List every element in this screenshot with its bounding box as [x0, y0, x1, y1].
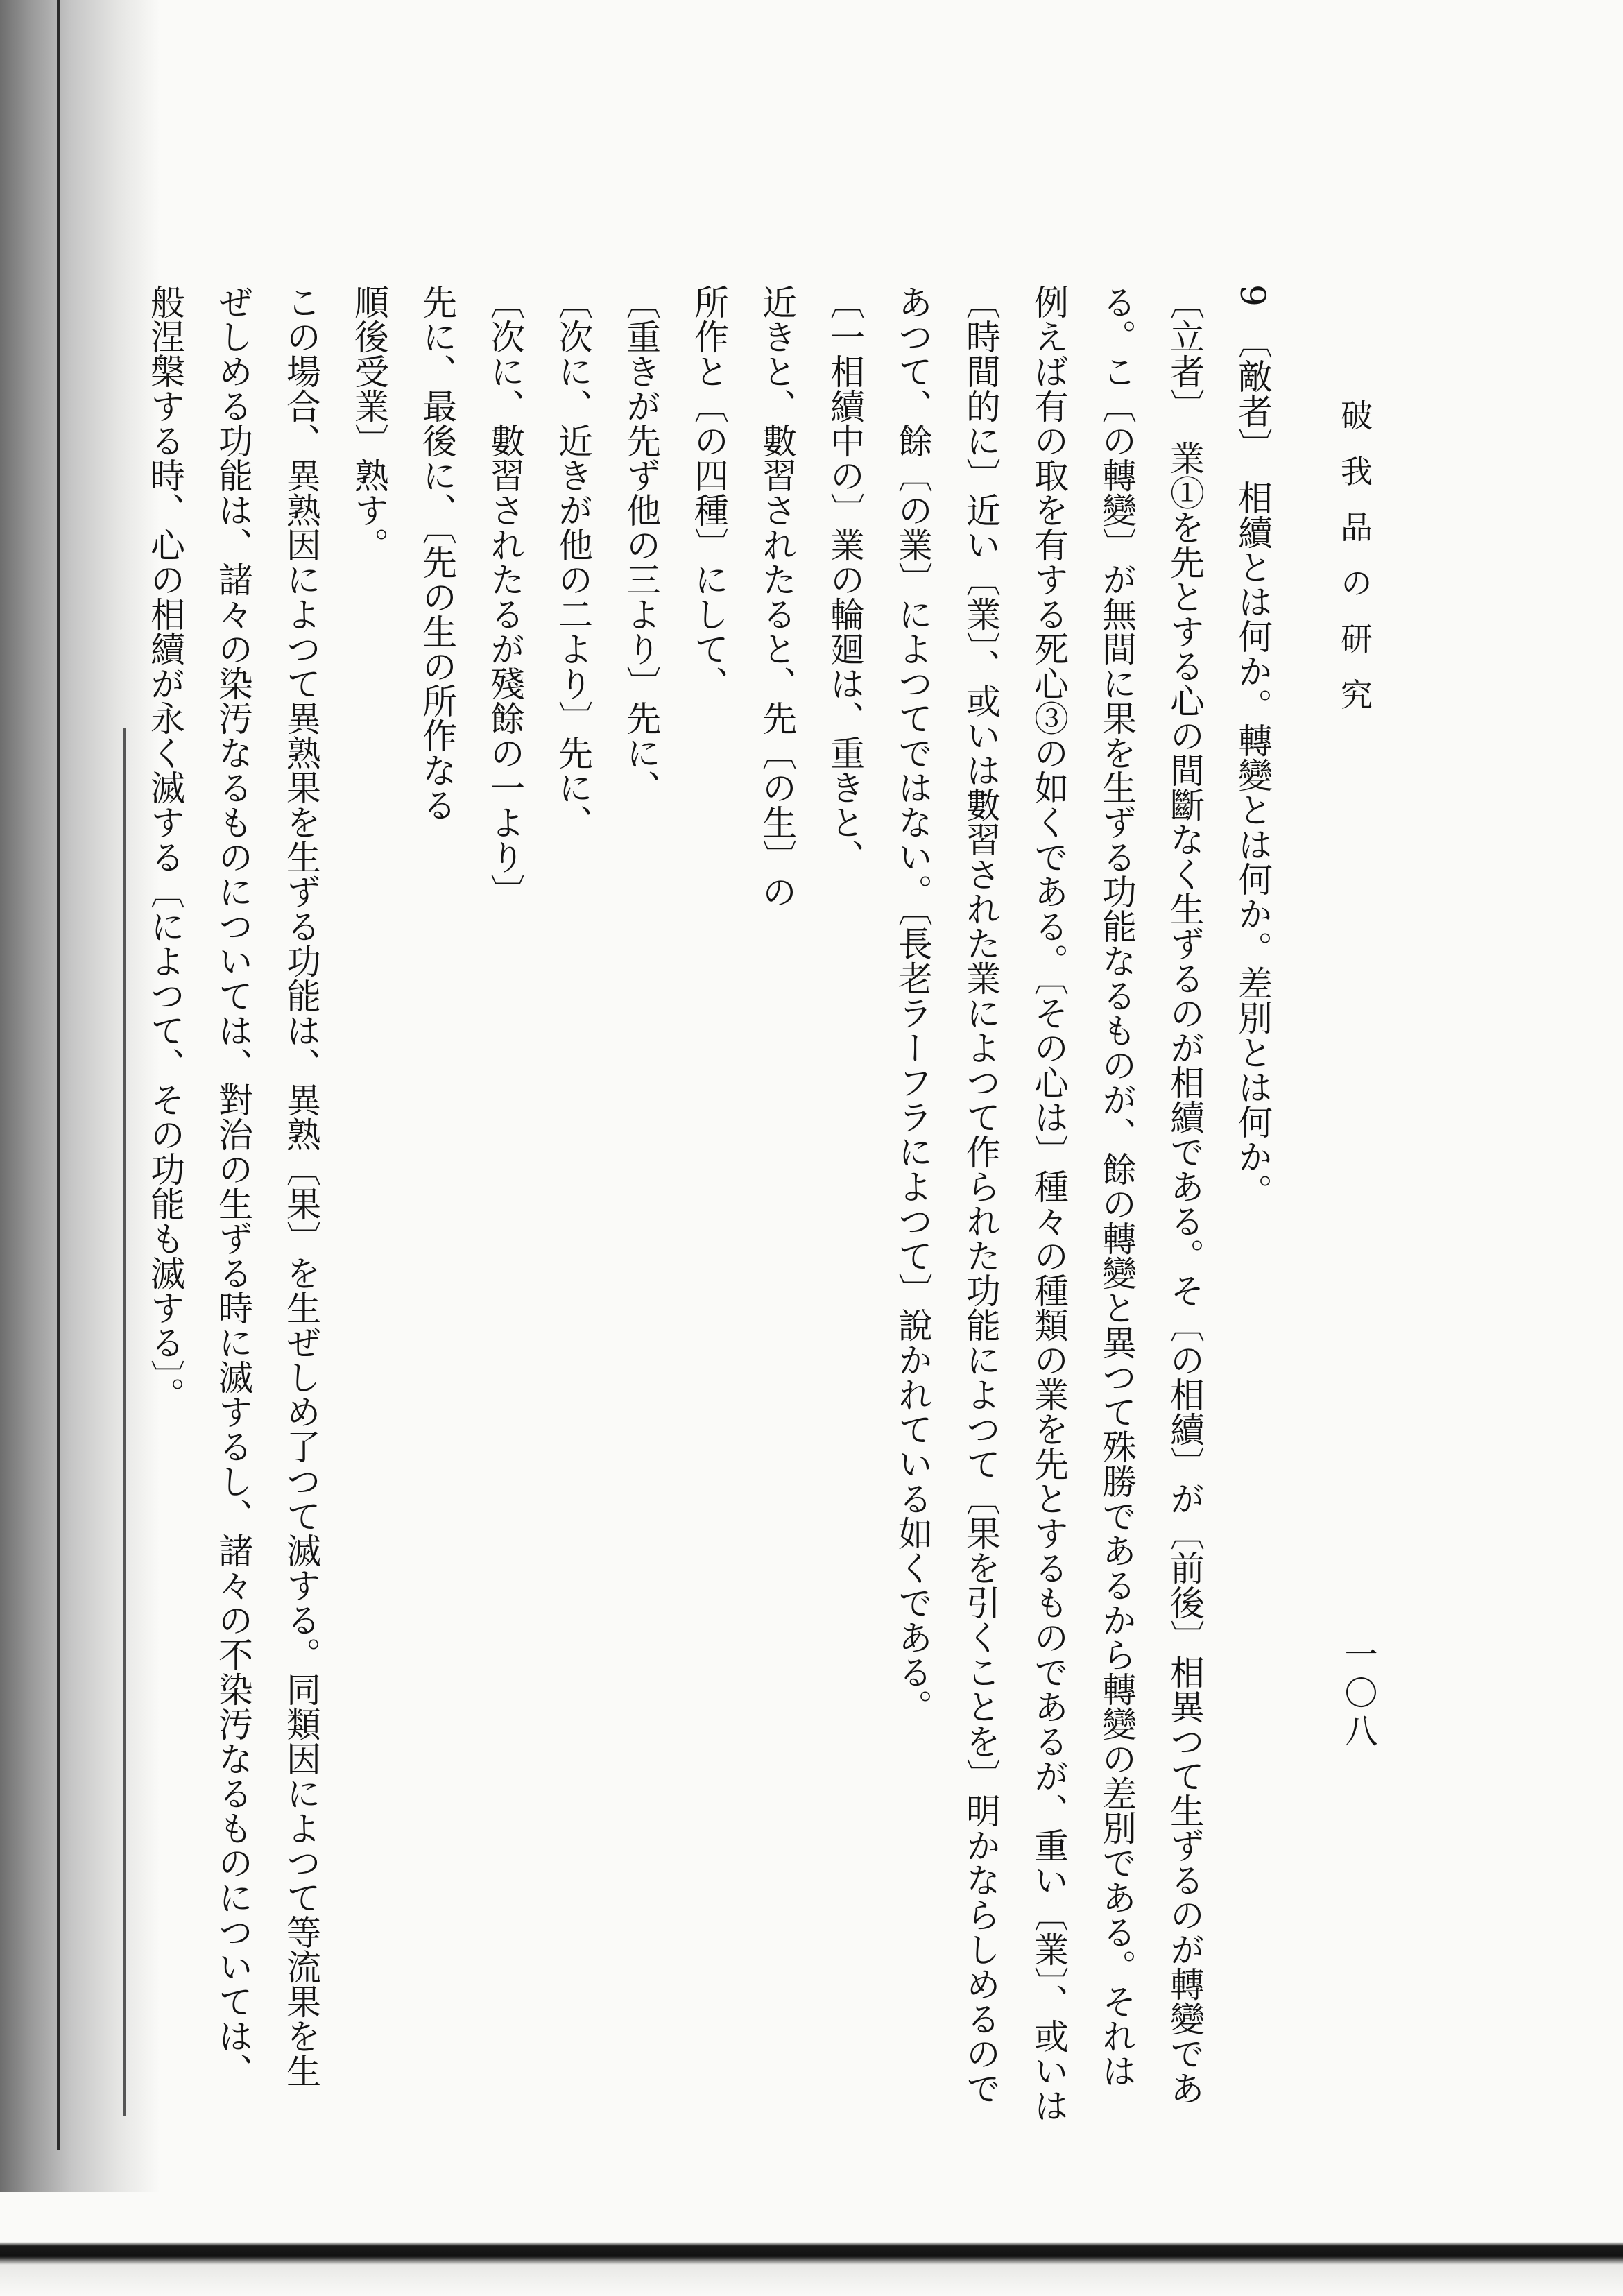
- gutter-line: [123, 728, 126, 2116]
- page-number: 一〇八: [1339, 1637, 1377, 1752]
- gutter-line: [57, 0, 60, 2150]
- text-column: 例えば有の取を有する死心③の如くである。〔その心は〕種々の種類の業を先とするものであるが、重い〔業〕、或いは: [1029, 284, 1069, 2123]
- vertical-text-body: [145, 284, 1287, 2123]
- verse-line: 〔重きが先ず他の三より〕先に、: [621, 284, 661, 805]
- text-column: る。こ〔の轉變〕が無間に果を生ずる功能なるものが、餘の轉變と異つて殊勝であるから轉變の差別である。それは: [1097, 284, 1137, 2088]
- verse-line: 〔次に、近きが他の二より〕先に、: [553, 284, 593, 839]
- verse-line: 先に、最後に、〔先の生の所作なる: [417, 284, 457, 822]
- text-column: 〔時間的に〕近い〔業〕、或いは數習された業によつて作られた功能によつて〔果を引くことを〕明かならしめるので: [961, 284, 1001, 2105]
- text-column: この場合、異熟因によつて異熟果を生ずる功能は、異熟〔果〕を生ぜしめ了つて滅する。同類因によつて等流果を生: [281, 284, 321, 2088]
- verse-line: 〔一相續中の〕業の輪廻は、重きと、: [825, 284, 865, 874]
- text-column: 9 〔敵者〕 相續とは何か。轉變とは何か。差別とは何か。: [1233, 284, 1273, 1208]
- text-column: あつて、餘〔の業〕によつてではない。〔長老ラーフラによつて〕說かれている如くである。: [893, 284, 933, 1724]
- verse-line: 順後受業〕熟す。: [349, 284, 389, 562]
- verse-line: 〔次に、數習されたるが殘餘の一より〕: [485, 284, 525, 909]
- text-column: 〔立者〕 業①を先とする心の間斷なく生ずるのが相續である。そ〔の相續〕が〔前後〕相異つて生ずるのが轉變であ: [1165, 284, 1205, 2105]
- text-column: 般涅槃する時、心の相續が永く滅する〔によつて、その功能も滅する〕。: [145, 284, 185, 1412]
- text-column: ぜしめる功能は、諸々の染汚なるものについては、對治の生ずる時に滅するし、諸々の不染汚なるものについては、: [213, 284, 253, 2088]
- running-title: 破我品の研究: [1336, 399, 1373, 734]
- bottom-scan-band: [0, 2192, 1623, 2296]
- verse-line: 所作と〔の四種〕にして、: [689, 284, 729, 701]
- verse-line: 近きと、數習されたると、先〔の生〕の: [757, 284, 797, 909]
